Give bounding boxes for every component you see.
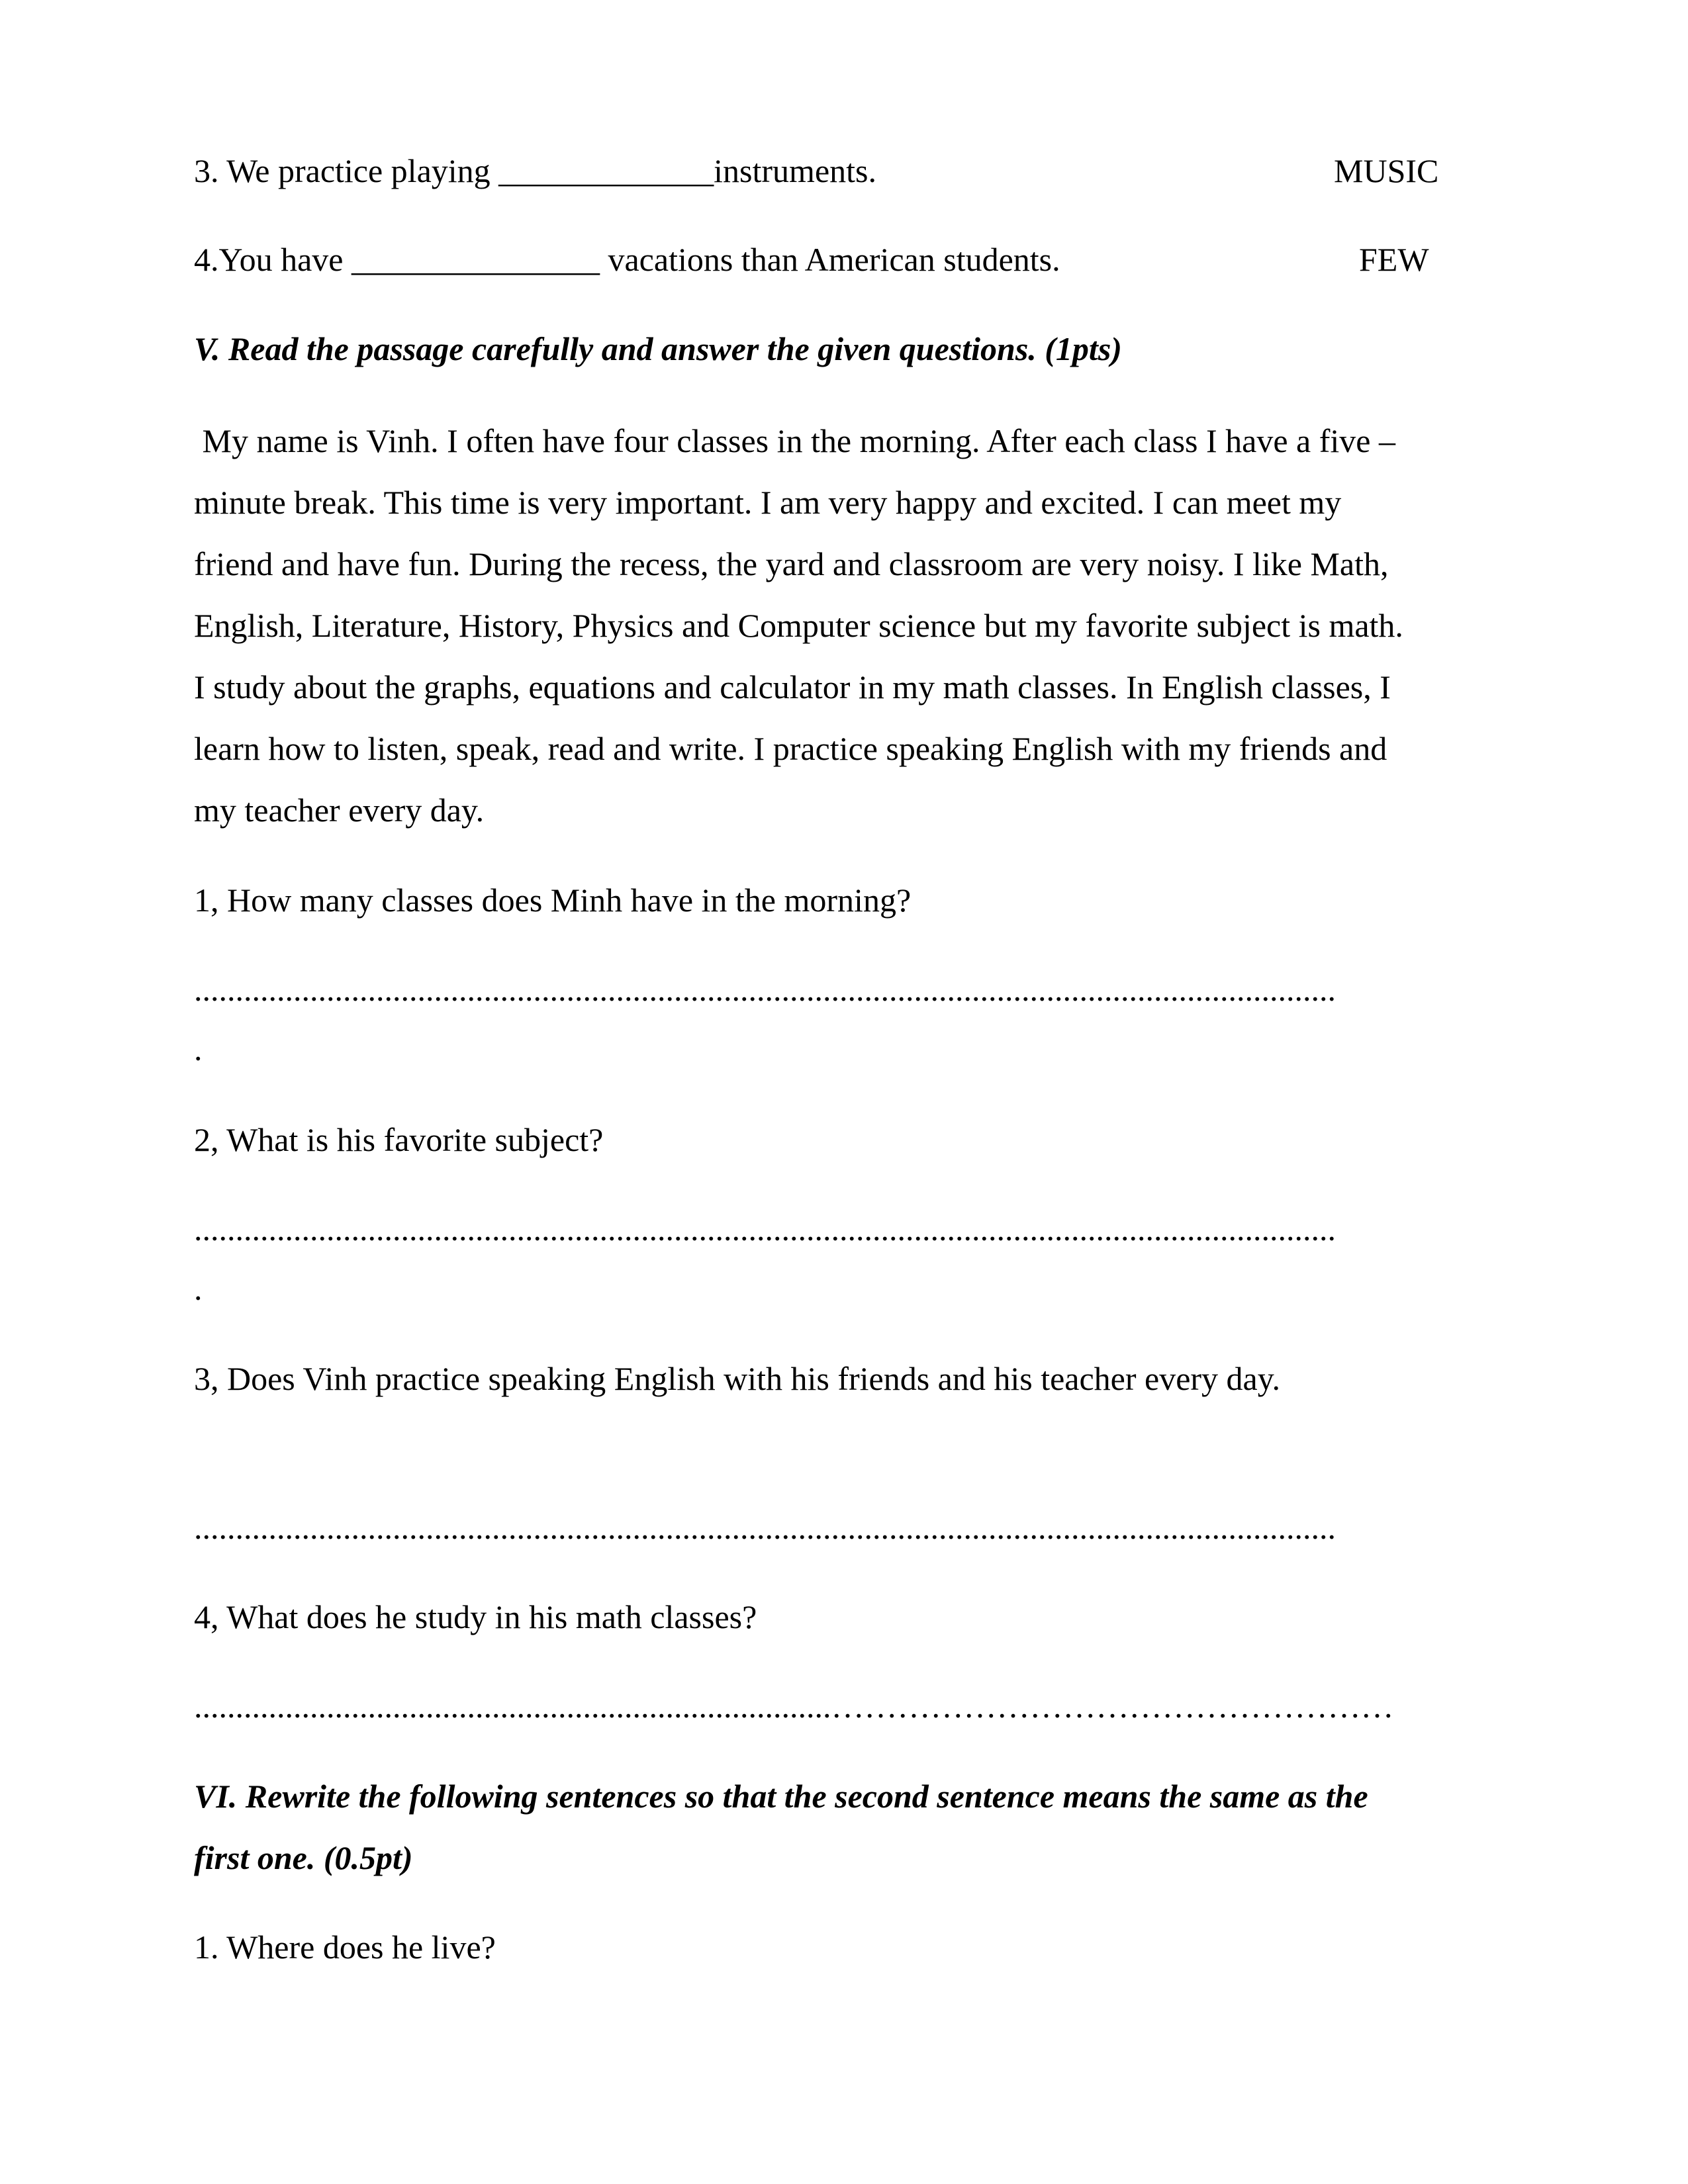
section-v-heading: V. Read the passage carefully and answer the given questions. (1pts) <box>194 330 1122 367</box>
rewrite-item-1: 1. Where does he live? <box>194 1929 496 1966</box>
exercise-item-3-word: MUSIC <box>1334 152 1439 189</box>
passage-line: I study about the graphs, equations and calculator in my math classes. In English classes, I <box>194 668 1391 705</box>
answer-line-3: .......................................................................................................................................... <box>194 1509 1336 1546</box>
answer-line-1-tail: . <box>194 1030 203 1068</box>
section-vi-heading-line-1: VI. Rewrite the following sentences so that the second sentence means the same as the <box>194 1778 1368 1815</box>
passage-line: My name is Vinh. I often have four classes in the morning. After each class I have a five – <box>194 422 1395 459</box>
passage-line: minute break. This time is very important. I am very happy and excited. I can meet my <box>194 484 1342 521</box>
question-2: 2, What is his favorite subject? <box>194 1121 604 1158</box>
answer-line-1: .......................................................................................................................................... <box>194 971 1336 1008</box>
answer-line-2-tail: . <box>194 1270 203 1307</box>
answer-line-2: .......................................................................................................................................... <box>194 1210 1336 1248</box>
answer-line-4: .............................................................................…………………………………………… <box>194 1688 1394 1725</box>
passage-line: friend and have fun. During the recess, the yard and classroom are very noisy. I like Math, <box>194 545 1389 582</box>
exercise-item-3: 3. We practice playing _____________instruments. <box>194 152 876 189</box>
question-1: 1, How many classes does Minh have in the morning? <box>194 882 912 919</box>
exercise-item-4: 4.You have _______________ vacations than American students. <box>194 241 1060 278</box>
section-vi-heading-line-2: first one. (0.5pt) <box>194 1839 413 1876</box>
exercise-item-4-word: FEW <box>1359 241 1429 278</box>
question-4: 4, What does he study in his math classes? <box>194 1598 757 1635</box>
question-3: 3, Does Vinh practice speaking English with his friends and his teacher every day. <box>194 1360 1280 1397</box>
passage-line: English, Literature, History, Physics and Computer science but my favorite subject is math. <box>194 607 1403 644</box>
passage-line: learn how to listen, speak, read and write. I practice speaking English with my friends and <box>194 730 1387 767</box>
passage-line: my teacher every day. <box>194 792 485 829</box>
